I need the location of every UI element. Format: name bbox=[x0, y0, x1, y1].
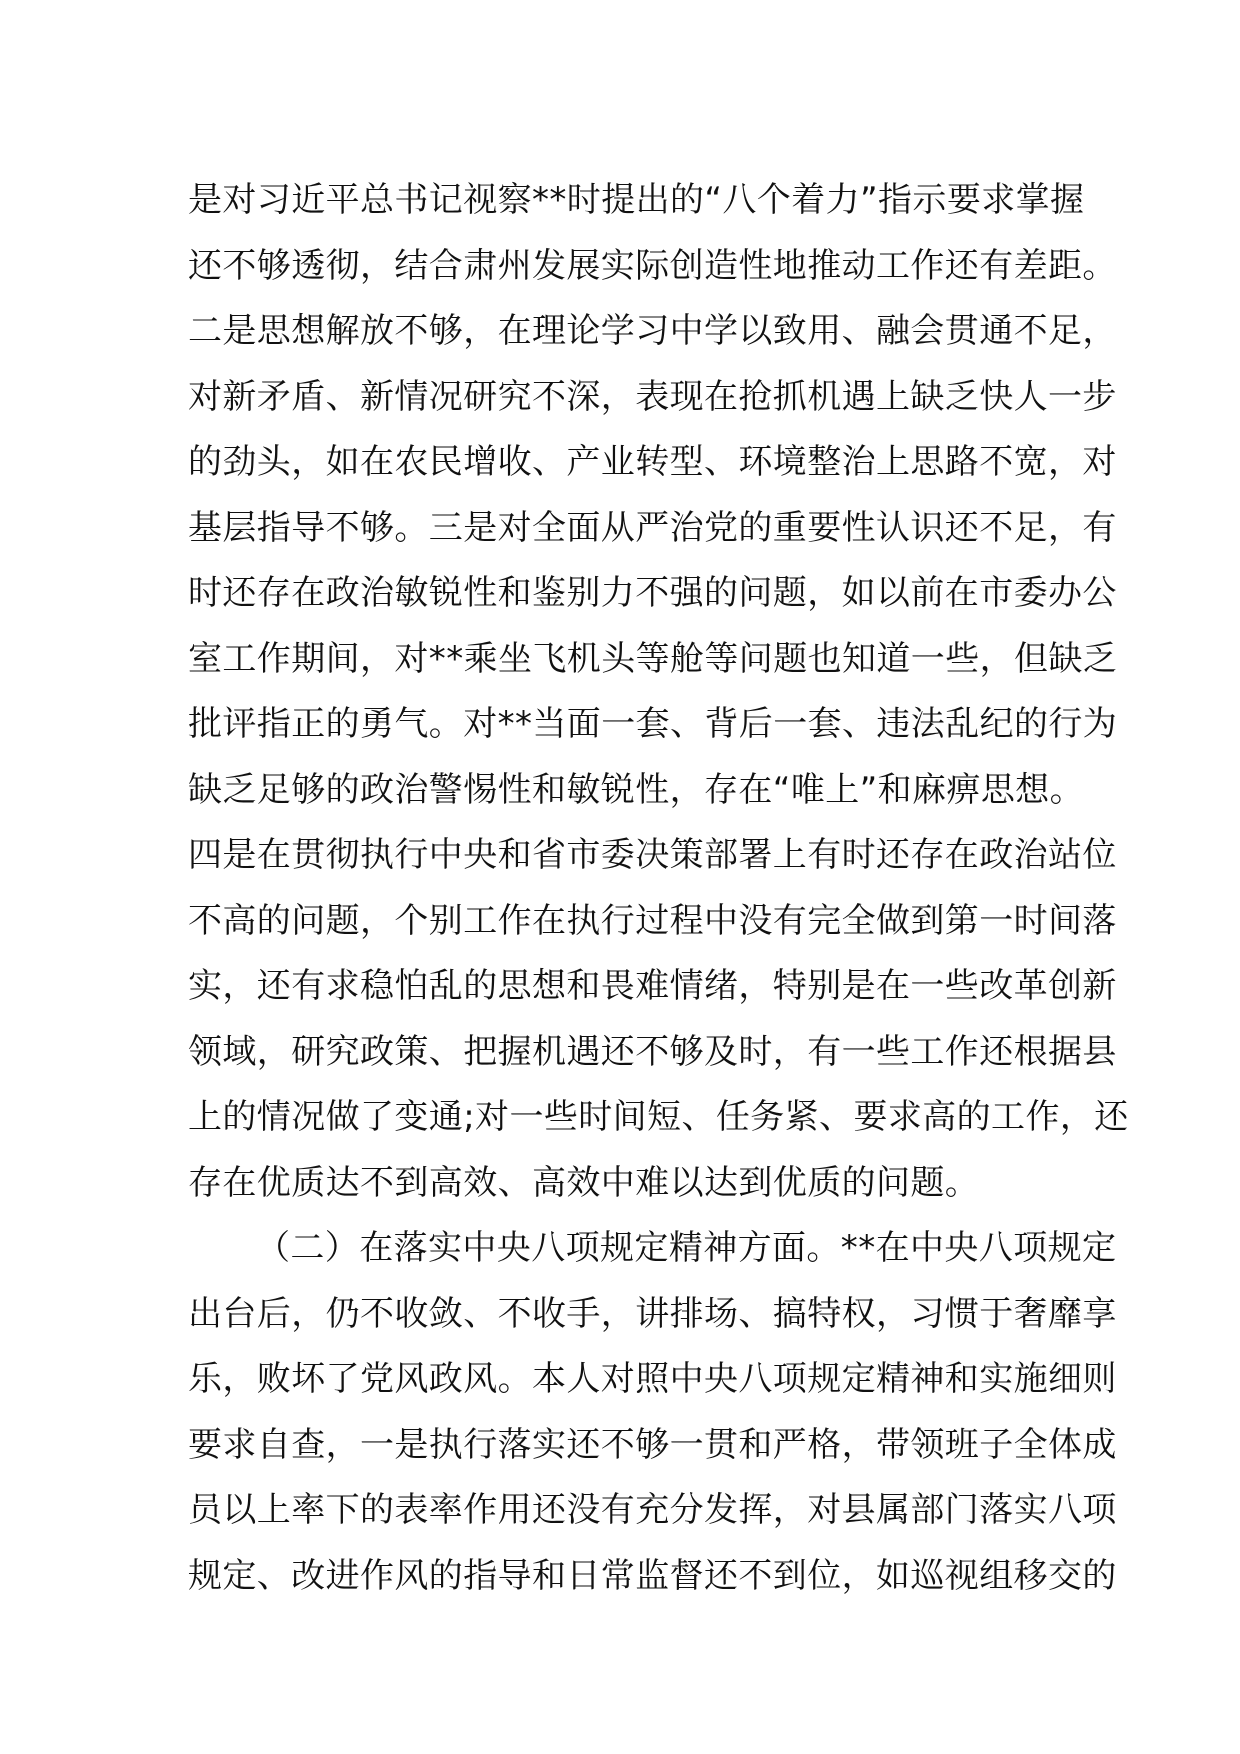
text-line: 基层指导不够。三是对全面从严治党的重要性认识还不足，有 bbox=[188, 507, 1117, 548]
text-line: 乐，败坏了党风政风。本人对照中央八项规定精神和实施细则 bbox=[188, 1359, 1117, 1399]
text-line: 缺乏足够的政治警惕性和敏锐性，存在“唯上”和麻痹思想。 bbox=[188, 769, 1085, 810]
text-line: 规定、改进作风的指导和日常监督还不到位，如巡视组移交的 bbox=[188, 1555, 1117, 1596]
text-line: 批评指正的勇气。对**当面一套、背后一套、违法乱纪的行为 bbox=[188, 704, 1118, 744]
text-line: 对新矛盾、新情况研究不深，表现在抢抓机遇上缺乏快人一步 bbox=[188, 376, 1117, 417]
section-heading-line: （二）在落实中央八项规定精神方面。**在中央八项规定 bbox=[256, 1228, 1117, 1268]
text-line: 还不够透彻，结合肃州发展实际创造性地推动工作还有差距。 bbox=[188, 245, 1117, 286]
body-text bbox=[188, 168, 1129, 1609]
text-line: 室工作期间，对**乘坐飞机头等舱等问题也知道一些，但缺乏 bbox=[188, 638, 1118, 679]
text-line: 是对习近平总书记视察**时提出的“八个着力”指示要求掌握 bbox=[188, 180, 1085, 220]
text-line: 上的情况做了变通;对一些时间短、任务紧、要求高的工作，还 bbox=[188, 1097, 1129, 1137]
text-line: 时还存在政治敏锐性和鉴别力不强的问题，如以前在市委办公 bbox=[188, 573, 1117, 613]
text-line: 员以上率下的表率作用还没有充分发挥，对县属部门落实八项 bbox=[188, 1490, 1117, 1530]
text-line: 存在优质达不到高效、高效中难以达到优质的问题。 bbox=[188, 1162, 980, 1203]
text-line: 要求自查，一是执行落实还不够一贯和严格，带领班子全体成 bbox=[188, 1424, 1117, 1465]
text-line: 领域，研究政策、把握机遇还不够及时，有一些工作还根据县 bbox=[188, 1031, 1117, 1072]
text-line: 的劲头，如在农民增收、产业转型、环境整治上思路不宽，对 bbox=[188, 442, 1117, 482]
text-line: 不高的问题，个别工作在执行过程中没有完全做到第一时间落 bbox=[188, 900, 1117, 941]
text-line: 二是思想解放不够，在理论学习中学以致用、融会贯通不足， bbox=[188, 311, 1117, 351]
text-line: 四是在贯彻执行中央和省市委决策部署上有时还存在政治站位 bbox=[188, 835, 1117, 875]
text-line: 实，还有求稳怕乱的思想和畏难情绪，特别是在一些改革创新 bbox=[188, 966, 1117, 1006]
text-line: 出台后，仍不收敛、不收手，讲排场、搞特权，习惯于奢靡享 bbox=[188, 1293, 1117, 1334]
